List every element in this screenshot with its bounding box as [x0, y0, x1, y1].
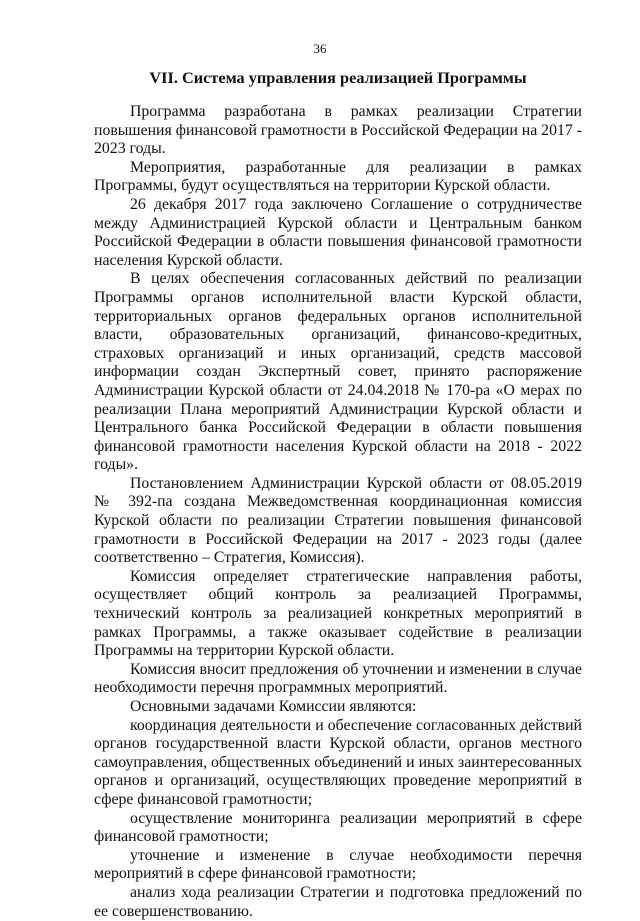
paragraph: Комиссия вносит предложения об уточнении и изменении в случае необходимости перечня программных мероприятий. — [94, 660, 582, 697]
list-item: координация деятельности и обеспечение согласованных действий органов государственной власти Курской области, органов местного самоуправления, общественных объединений и иных заинтересованных органов и организаций, осуществляющих проведение мероприятий в сфере финансовой грамотности; — [94, 716, 582, 808]
list-item: осуществление мониторинга реализации мероприятий в сфере финансовой грамотности; — [94, 809, 582, 846]
paragraph: Мероприятия, разработанные для реализации в рамках Программы, будут осуществляться на территории Курской области. — [94, 158, 582, 195]
section-heading: VII. Система управления реализацией Программы — [149, 68, 527, 87]
paragraph: Основными задачами Комиссии являются: — [130, 698, 417, 715]
list-item: анализ хода реализации Стратегии и подготовка предложений по ее совершенствованию. — [94, 883, 582, 920]
page-number: 36 — [313, 41, 327, 56]
list-item: уточнение и изменение в случае необходимости перечня мероприятий в сфере финансовой грамотности; — [94, 846, 582, 883]
paragraph: Комиссия определяет стратегические направления работы, осуществляет общий контроль за реализацией Программы, технический контроль за реализацией конкретных мероприятий в рамках Программы, а также оказывает содействие в реализации Программы на территории Курской области. — [94, 567, 582, 660]
paragraph: В целях обеспечения согласованных действий по реализации Программы органов исполнительной власти Курской области, территориальных органов федеральных органов исполнительной власти, образовательных организаций, финансово-кредитных, страховых организаций и иных организаций, средств массовой информации создан Экспертный совет, принято распоряжение Администрации Курской области от 24.04.2018 № 170-ра «О мерах по реализации Плана мероприятий Администрации Курской области и Центрального банка Российской Федерации в области повышения финансовой грамотности населения Курской области на 2018 - 2022 годы». — [94, 270, 582, 474]
body-text — [94, 103, 582, 921]
paragraph: 26 декабря 2017 года заключено Соглашение о сотрудничестве между Администрацией Курской области и Центральным банком Российской Федерации в области повышения финансовой грамотности населения Курской области. — [94, 195, 582, 269]
paragraph: Программа разработана в рамках реализации Стратегии повышения финансовой грамотности в Российской Федерации на 2017 - 2023 годы. — [94, 103, 582, 158]
paragraph: Постановлением Администрации Курской области от 08.05.2019 № 392-па создана Межведомственная координационная комиссия Курской области по реализации Стратегии повышения финансовой грамотности в Российской Федерации на 2017 - 2023 годы (далее соответственно – Стратегия, Комиссия). — [94, 474, 582, 567]
